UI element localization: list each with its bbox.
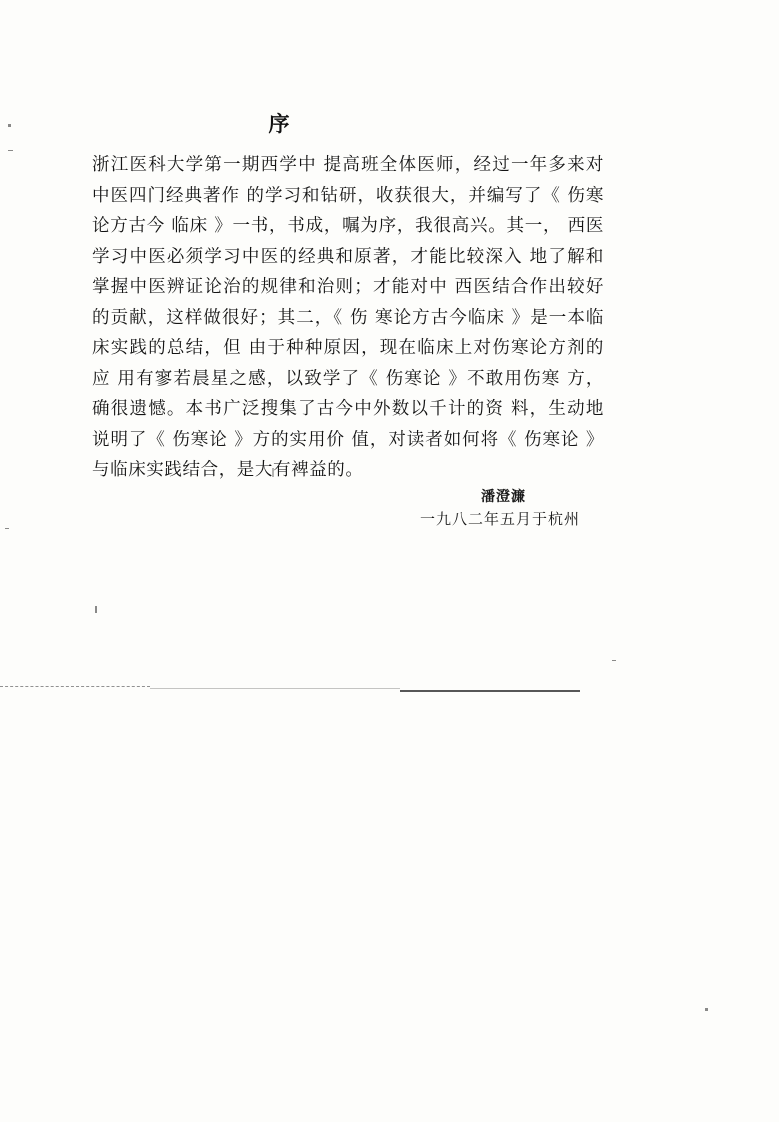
scan-artifact-line [150,688,400,689]
page-title: 序 [268,111,292,136]
scan-speck [612,660,616,661]
scan-speck [705,1008,708,1011]
scan-artifact-line [400,690,580,692]
scan-speck [95,606,97,613]
preface-paragraph: 浙江医科大学第一期西学中 提高班全体医师，经过一年多来对中医四门经典著作 的学习和钻研，收获很大，并编写了《 伤寒论方古今 临床 》一书，书成，嘱为序，我很高兴。其一， 西医 学习中医必须学习中医的经典和原著，才能比较深入 地了解和掌握中医辨证论治的规律和治则；才能对中 西医结合作出较好的贡献，这样做很好；其二，《 伤 寒论方古今临床 》是一本临床实践的总结，但 由于种种原因，现在临床上对伤寒论方剂的应 用有寥若晨星之感，以致学了《 伤寒论 》不敢用伤寒 方，确很遗憾。本书广泛搜集了古今中外数以千计的资 料，生动地说明了《 伤寒论 》方的实用价 值，对读者如何将《 伤寒论 》与临床实践结合，是大有裨益的。 [92,155,604,480]
scan-speck [8,150,13,151]
date-place-line: 一九八二年五月于杭州 [419,510,580,528]
scan-speck [5,528,9,529]
preface-body [92,150,604,486]
scan-artifact-line [0,686,150,687]
author-signature: 潘澄濂 [481,489,526,505]
